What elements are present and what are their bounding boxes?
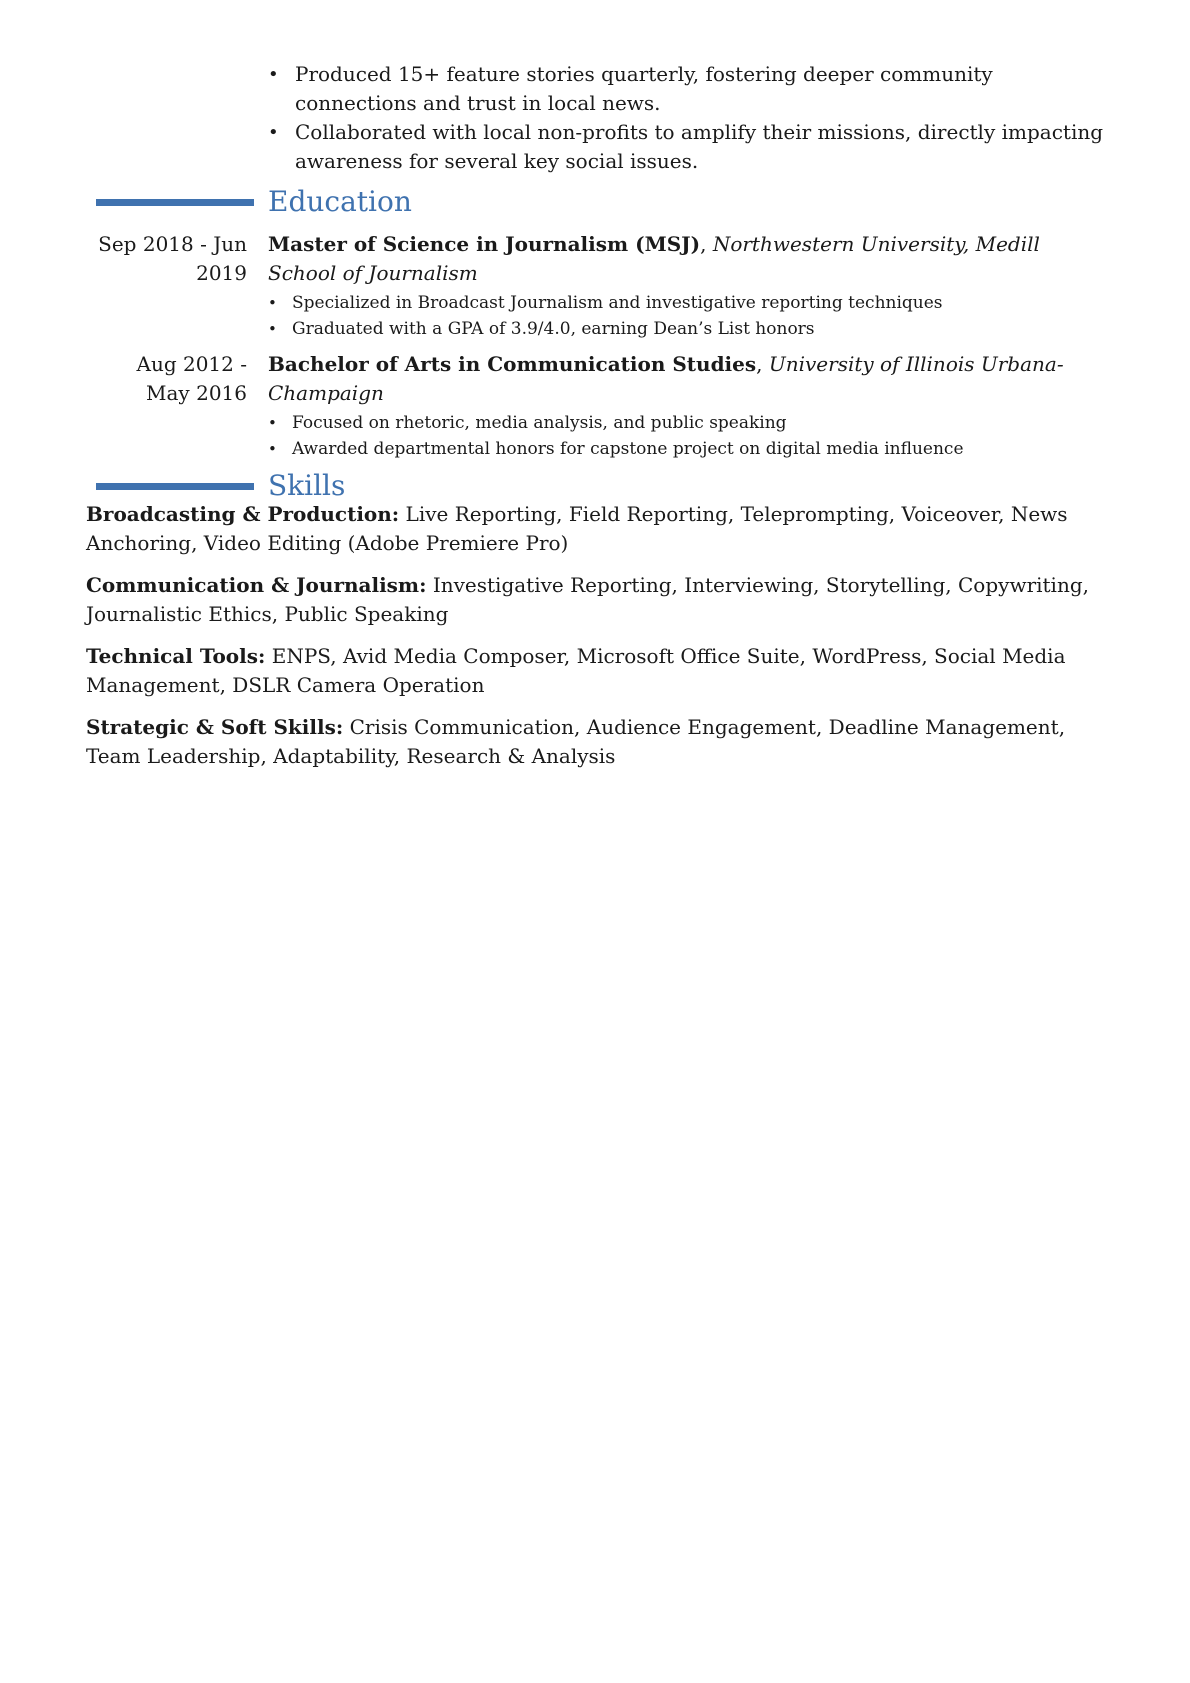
list-item: • Collaborated with local non-profits to amplify their missions, directly impacting awareness for several key social issues.: [268, 118, 1108, 176]
skill-row: [86, 500, 1108, 558]
skill-items: Live Reporting, Field Reporting, Teleprompting, Voiceover, News Anchoring, Video Editing (Adobe Premiere Pro): [86, 502, 1068, 555]
section-title: Education: [268, 185, 412, 218]
skill-category: Strategic & Soft Skills:: [86, 715, 344, 739]
section-accent-bar: [96, 199, 254, 206]
education-details: [268, 350, 1108, 462]
date-line: Aug 2012 -: [136, 352, 247, 376]
list-item: • Focused on rhetoric, media analysis, and public speaking: [268, 410, 1108, 436]
section-title: Skills: [268, 469, 346, 502]
section-accent-bar: [96, 483, 254, 490]
list-item: • Specialized in Broadcast Journalism and investigative reporting techniques: [268, 290, 1108, 316]
date-line: 2019: [196, 261, 247, 285]
skill-items: ENPS, Avid Media Composer, Microsoft Office Suite, WordPress, Social Media Management, DSLR Camera Operation: [86, 644, 1066, 697]
school-name: Northwestern University, Medill School of Journalism: [268, 232, 1040, 285]
education-section-header: [96, 185, 1096, 228]
skill-items: Crisis Communication, Audience Engagement, Deadline Management, Team Leadership, Adaptability, Research & Analysis: [86, 715, 1066, 768]
degree-title: Bachelor of Arts in Communication Studies: [268, 352, 757, 376]
skill-items: Investigative Reporting, Interviewing, Storytelling, Copywriting, Journalistic Ethics, Public Speaking: [86, 573, 1089, 626]
date-line: Sep 2018 - Jun: [98, 232, 247, 256]
education-bullets: [268, 290, 1108, 342]
education-date: [92, 350, 247, 408]
education-heading: [268, 230, 1108, 288]
skills-list: [86, 500, 1108, 784]
skill-row: [86, 642, 1108, 700]
degree-title: Master of Science in Journalism (MSJ): [268, 232, 701, 256]
education-bullets: [268, 410, 1108, 462]
experience-continuation-list: [268, 60, 1108, 176]
skill-row: [86, 571, 1108, 629]
separator: ,: [700, 232, 713, 256]
school-name: University of Illinois Urbana-Champaign: [268, 352, 1064, 405]
education-date: [92, 230, 247, 288]
education-details: [268, 230, 1108, 342]
skill-row: [86, 713, 1108, 771]
date-line: May 2016: [146, 381, 247, 405]
skill-category: Technical Tools:: [86, 644, 266, 668]
skill-category: Communication & Journalism:: [86, 573, 427, 597]
skill-category: Broadcasting & Production:: [86, 502, 400, 526]
education-heading: [268, 350, 1108, 408]
list-item: • Produced 15+ feature stories quarterly, fostering deeper community connections and trust in local news.: [268, 60, 1108, 118]
list-item: • Awarded departmental honors for capstone project on digital media influence: [268, 436, 1108, 462]
list-item: • Graduated with a GPA of 3.9/4.0, earning Dean’s List honors: [268, 316, 1108, 342]
separator: ,: [756, 352, 769, 376]
